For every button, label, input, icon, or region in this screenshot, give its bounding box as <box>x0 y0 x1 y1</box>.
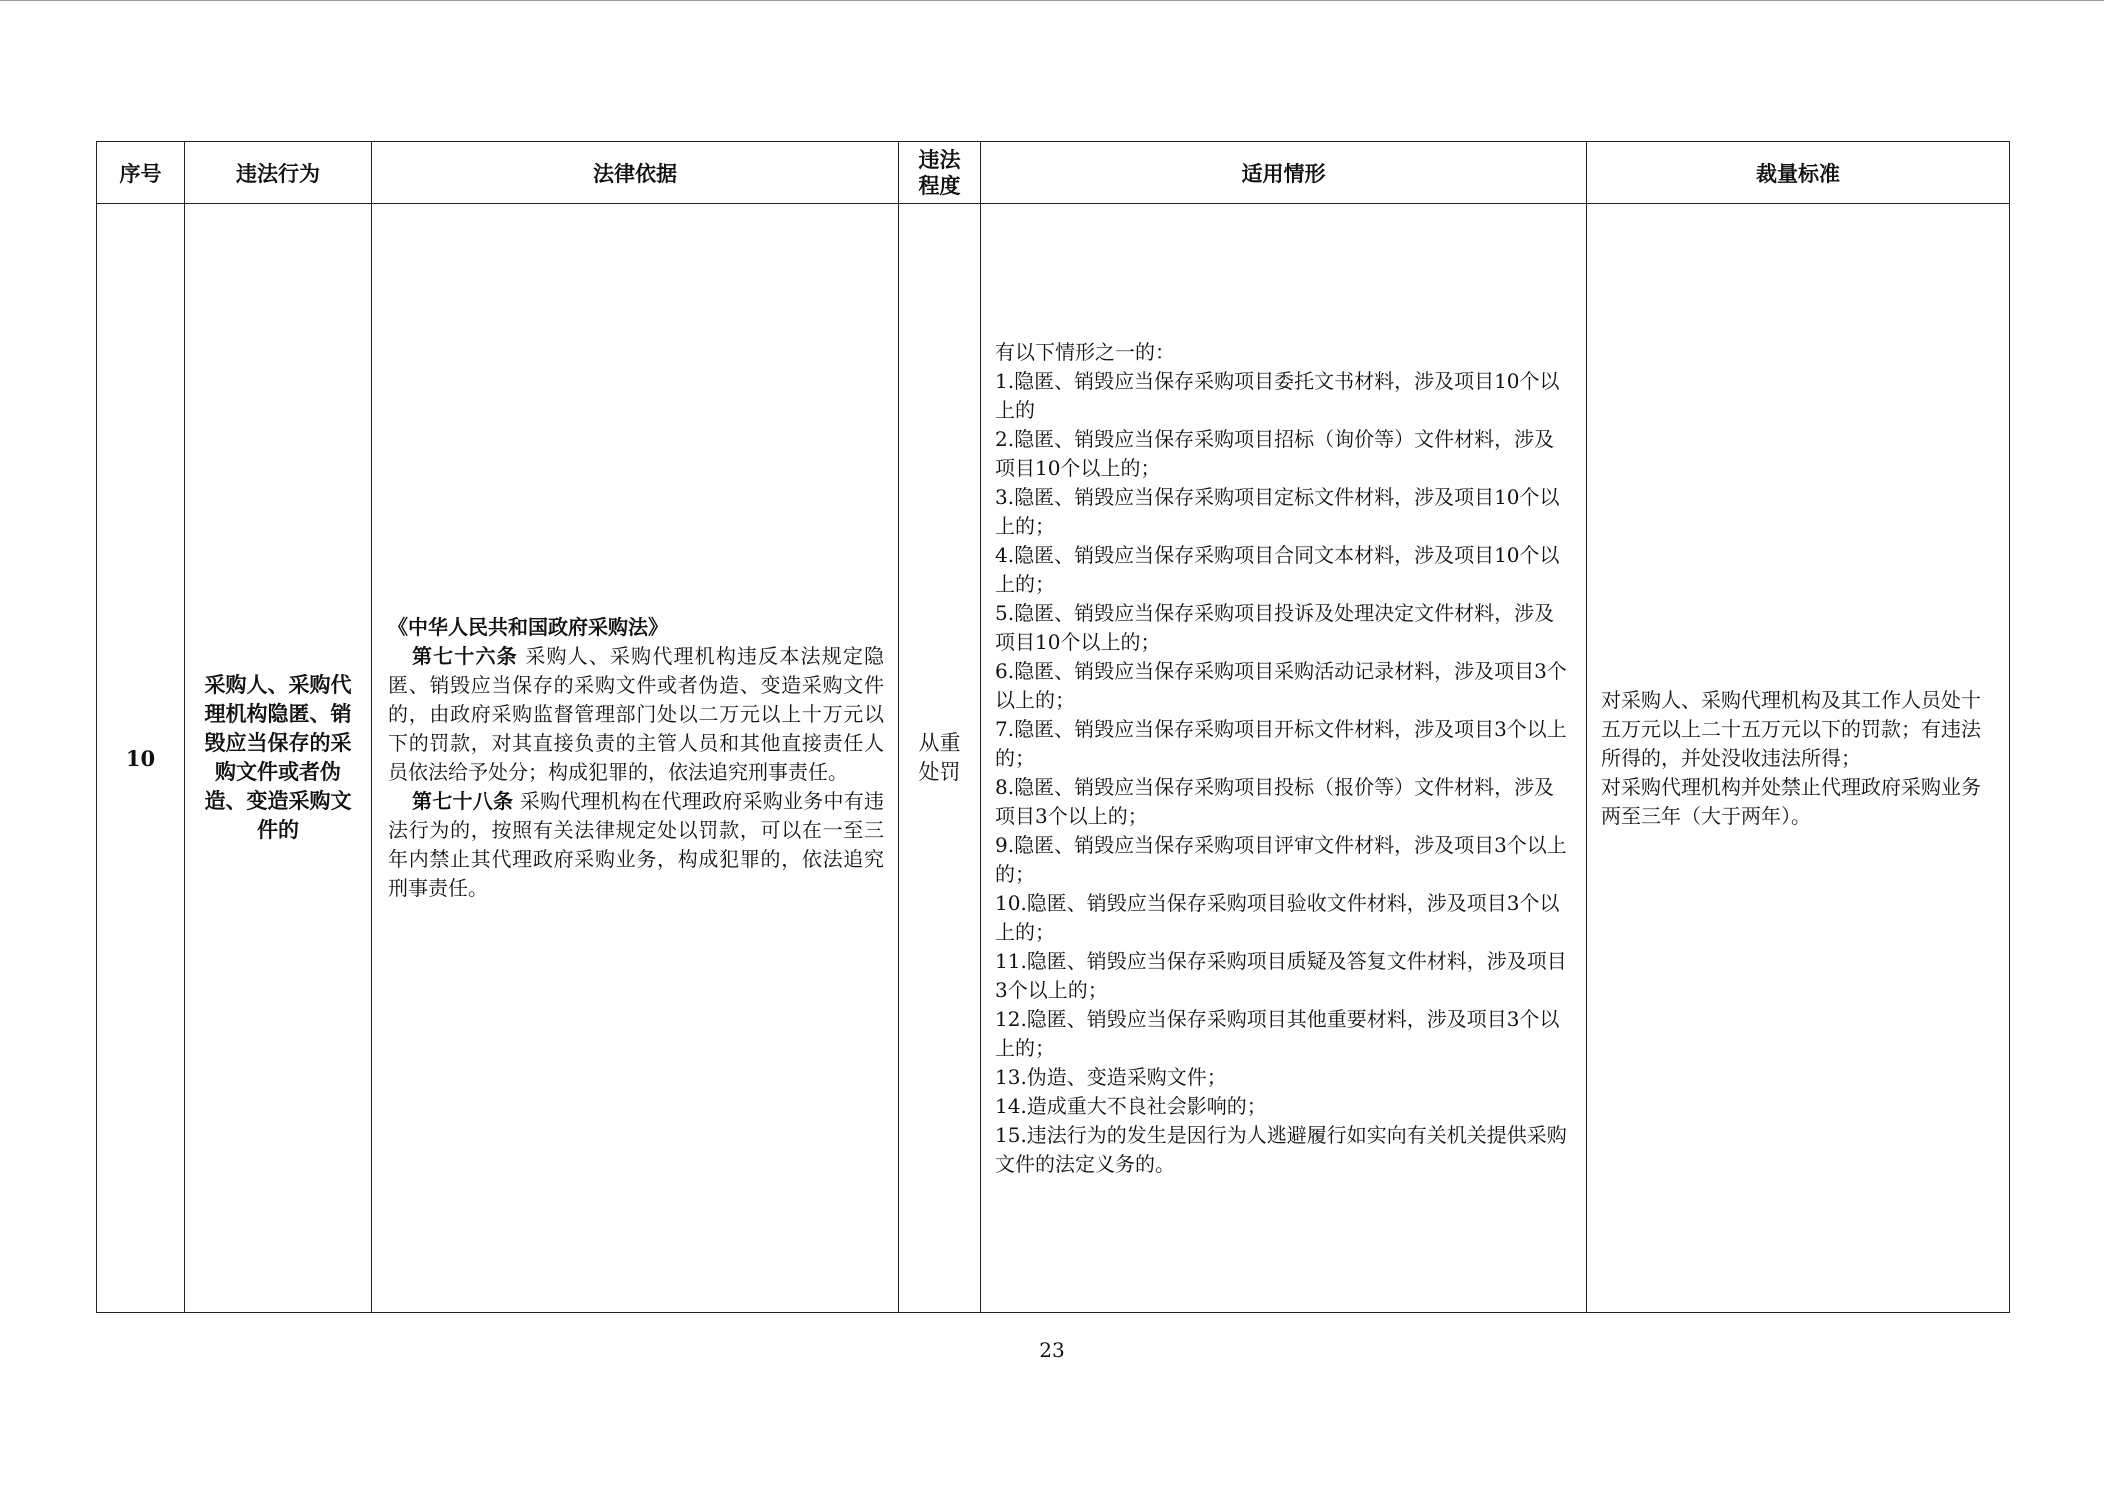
list-item: 2.隐匿、销毁应当保存采购项目招标（询价等）文件材料，涉及项目10个以上的； <box>995 426 1555 480</box>
header-violation-degree-line1: 违法 <box>918 147 961 172</box>
article-label: 第七十八条 <box>412 789 514 813</box>
list-item: 13.伪造、变造采购文件； <box>995 1064 1227 1089</box>
row-legal-basis <box>372 204 899 1313</box>
row-violation: 采购人、采购代理机构隐匿、销毁应当保存的采购文件或者伪造、变造采购文件的 <box>185 204 372 1313</box>
standard-paragraph: 对采购人、采购代理机构及其工作人员处十五万元以上二十五万元以下的罚款；有违法所得的，并处没收违法所得； <box>1601 687 1981 770</box>
table-row <box>97 204 2010 1313</box>
header-discretion-standard: 裁量标准 <box>1587 142 2010 204</box>
list-item: 10.隐匿、销毁应当保存采购项目验收文件材料，涉及项目3个以上的； <box>995 890 1560 944</box>
degree-line1: 从重 <box>918 731 961 755</box>
list-item: 11.隐匿、销毁应当保存采购项目质疑及答复文件材料，涉及项目3个以上的； <box>995 948 1567 1002</box>
penalty-discretion-table <box>96 141 2010 1313</box>
row-applicable-circumstances <box>981 204 1587 1313</box>
table-header-row <box>97 142 2010 204</box>
article-text: 采购代理机构在代理政府采购业务中有违法行为的，按照有关法律规定处以罚款，可以在一至三年内禁止其代理政府采购业务，构成犯罪的，依法追究刑事责任。 <box>388 789 885 900</box>
list-item: 3.隐匿、销毁应当保存采购项目定标文件材料，涉及项目10个以上的； <box>995 484 1560 538</box>
page-number: 23 <box>1039 1338 1065 1362</box>
article-paragraph <box>388 787 884 903</box>
degree-line2: 处罚 <box>918 760 961 784</box>
header-violation: 违法行为 <box>185 142 372 204</box>
header-violation-degree-line2: 程度 <box>918 173 961 198</box>
row-violation-degree <box>899 204 981 1313</box>
header-violation-degree <box>899 142 981 204</box>
list-item: 12.隐匿、销毁应当保存采购项目其他重要材料，涉及项目3个以上的； <box>995 1006 1560 1060</box>
list-item: 5.隐匿、销毁应当保存采购项目投诉及处理决定文件材料，涉及项目10个以上的； <box>995 600 1555 654</box>
header-applicable-circumstances: 适用情形 <box>981 142 1587 204</box>
list-item: 7.隐匿、销毁应当保存采购项目开标文件材料，涉及项目3个以上的； <box>995 716 1567 770</box>
list-item: 6.隐匿、销毁应当保存采购项目采购活动记录材料，涉及项目3个以上的； <box>995 658 1567 712</box>
header-serial-number: 序号 <box>97 142 185 204</box>
list-item: 15.违法行为的发生是因行为人逃避履行如实向有关机关提供采购文件的法定义务的。 <box>995 1122 1567 1176</box>
header-legal-basis: 法律依据 <box>372 142 899 204</box>
top-border-line <box>0 0 2104 1</box>
list-item: 1.隐匿、销毁应当保存采购项目委托文书材料，涉及项目10个以上的 <box>995 368 1560 422</box>
list-item: 9.隐匿、销毁应当保存采购项目评审文件材料，涉及项目3个以上的； <box>995 832 1567 886</box>
article-text: 采购人、采购代理机构违反本法规定隐匿、销毁应当保存的采购文件或者伪造、变造采购文件的，由政府采购监督管理部门处以二万元以上十万元以下的罚款，对其直接负责的主管人员和其他直接责任人员依法给予处分；构成犯罪的，依法追究刑事责任。 <box>388 644 884 784</box>
row-discretion-standard <box>1587 204 2010 1313</box>
article-paragraph <box>388 642 884 787</box>
law-title: 《中华人民共和国政府采购法》 <box>388 615 668 639</box>
list-item: 14.造成重大不良社会影响的； <box>995 1093 1267 1118</box>
article-label: 第七十六条 <box>412 644 518 668</box>
list-item: 4.隐匿、销毁应当保存采购项目合同文本材料，涉及项目10个以上的； <box>995 542 1560 596</box>
list-item: 8.隐匿、销毁应当保存采购项目投标（报价等）文件材料，涉及项目3个以上的； <box>995 774 1555 828</box>
circumstances-intro: 有以下情形之一的： <box>995 339 1175 364</box>
standard-paragraph: 对采购代理机构并处禁止代理政府采购业务两至三年（大于两年）。 <box>1601 774 1981 828</box>
row-serial-number: 10 <box>97 204 185 1313</box>
